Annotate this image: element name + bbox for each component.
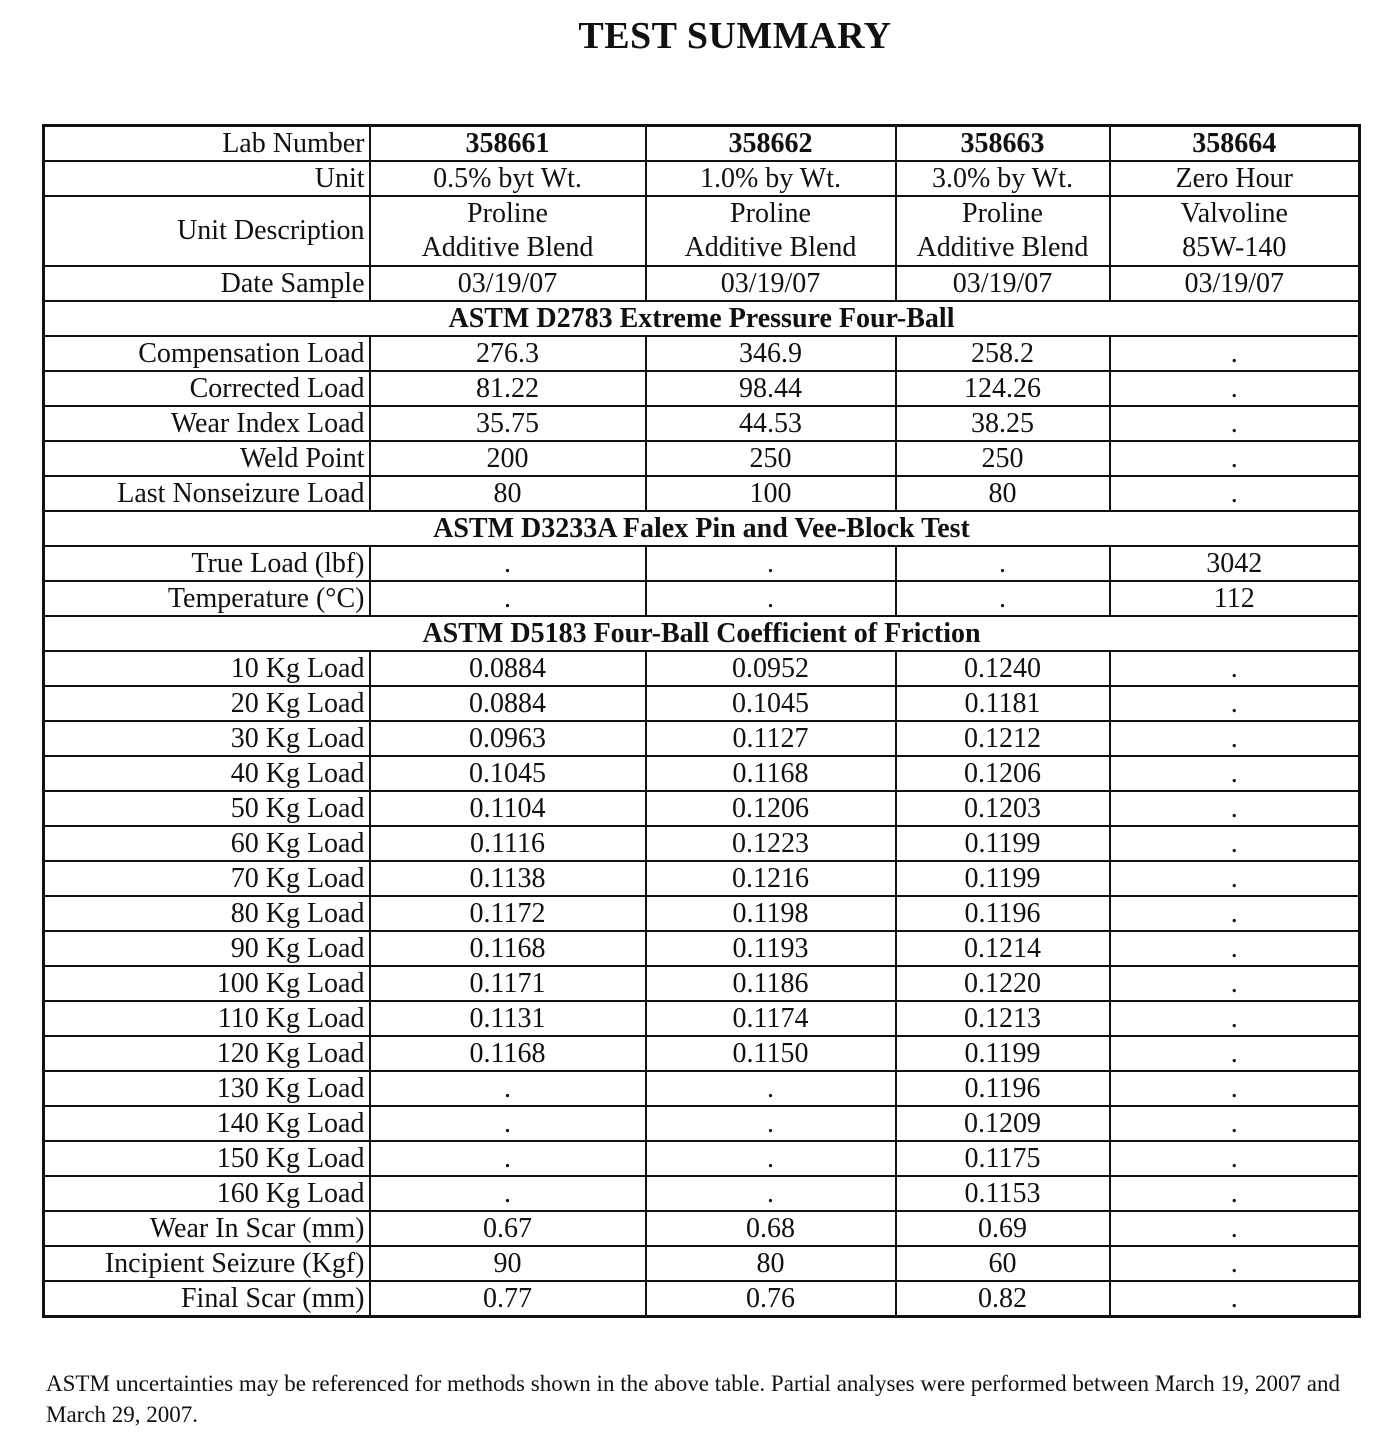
- test-summary-table: [42, 124, 1361, 1318]
- row-label: Lab Number: [44, 126, 370, 162]
- table-row: [44, 1106, 1360, 1141]
- value-cell: 0.1168: [646, 756, 896, 791]
- value-cell: 0.1220: [896, 966, 1110, 1001]
- value-cell: 0.1131: [370, 1001, 646, 1036]
- value-cell: .: [370, 1071, 646, 1106]
- value-cell: 0.68: [646, 1211, 896, 1246]
- value-cell: .: [1110, 931, 1360, 966]
- value-cell: .: [1110, 1141, 1360, 1176]
- row-label: 140 Kg Load: [44, 1106, 370, 1141]
- row-label: 150 Kg Load: [44, 1141, 370, 1176]
- unit-description-row: [44, 196, 1360, 266]
- row-label: Compensation Load: [44, 336, 370, 371]
- value-cell: .: [1110, 651, 1360, 686]
- value-cell: 0.1196: [896, 896, 1110, 931]
- row-label: 50 Kg Load: [44, 791, 370, 826]
- row-label: True Load (lbf): [44, 546, 370, 581]
- value-cell: 0.1223: [646, 826, 896, 861]
- page-title: TEST SUMMARY: [578, 15, 892, 57]
- table-row: [44, 931, 1360, 966]
- row-label: 10 Kg Load: [44, 651, 370, 686]
- value-cell: .: [1110, 1001, 1360, 1036]
- value-cell: .: [1110, 791, 1360, 826]
- row-label: Date Sample: [44, 266, 370, 301]
- value-cell: 124.26: [896, 371, 1110, 406]
- unit-description-cell: [1110, 196, 1360, 266]
- value-cell: .: [370, 546, 646, 581]
- row-label: 30 Kg Load: [44, 721, 370, 756]
- description-line: Additive Blend: [684, 232, 857, 263]
- value-cell: 0.1045: [370, 756, 646, 791]
- table-row: [44, 371, 1360, 406]
- value-cell: 0.1171: [370, 966, 646, 1001]
- table-row: [44, 826, 1360, 861]
- row-label: Unit Description: [44, 196, 370, 266]
- value-cell: .: [1110, 441, 1360, 476]
- row-label: 80 Kg Load: [44, 896, 370, 931]
- table-row: [44, 406, 1360, 441]
- unit-description-cell: [370, 196, 646, 266]
- value-cell: 0.1175: [896, 1141, 1110, 1176]
- value-cell: 0.77: [370, 1281, 646, 1317]
- section-header-row: [44, 616, 1360, 651]
- value-cell: 0.82: [896, 1281, 1110, 1317]
- value-cell: 38.25: [896, 406, 1110, 441]
- row-label: Wear In Scar (mm): [44, 1211, 370, 1246]
- table-row: [44, 896, 1360, 931]
- table-row: [44, 581, 1360, 616]
- value-cell: 0.0963: [370, 721, 646, 756]
- row-label: 110 Kg Load: [44, 1001, 370, 1036]
- date-sample-row: [44, 266, 1360, 301]
- unit-description-cell: [646, 196, 896, 266]
- value-cell: 346.9: [646, 336, 896, 371]
- table-row: [44, 1176, 1360, 1211]
- value-cell: .: [1110, 1176, 1360, 1211]
- unit-description-cell: [896, 196, 1110, 266]
- value-cell: .: [1110, 336, 1360, 371]
- value-cell: 0.1193: [646, 931, 896, 966]
- value-cell: .: [646, 1141, 896, 1176]
- lab-number-cell: 358664: [1110, 126, 1360, 162]
- value-cell: 0.1116: [370, 826, 646, 861]
- unit-cell: 1.0% by Wt.: [646, 161, 896, 196]
- row-label: 70 Kg Load: [44, 861, 370, 896]
- value-cell: .: [370, 1141, 646, 1176]
- value-cell: .: [1110, 1246, 1360, 1281]
- value-cell: 81.22: [370, 371, 646, 406]
- value-cell: 0.0884: [370, 686, 646, 721]
- lab-number-cell: 358662: [646, 126, 896, 162]
- value-cell: .: [646, 1071, 896, 1106]
- description-line: Proline: [467, 198, 548, 229]
- row-label: Weld Point: [44, 441, 370, 476]
- value-cell: .: [370, 1106, 646, 1141]
- value-cell: 0.1172: [370, 896, 646, 931]
- value-cell: 0.1214: [896, 931, 1110, 966]
- value-cell: 0.1240: [896, 651, 1110, 686]
- value-cell: 0.1199: [896, 826, 1110, 861]
- value-cell: .: [1110, 1071, 1360, 1106]
- value-cell: 0.69: [896, 1211, 1110, 1246]
- value-cell: .: [646, 546, 896, 581]
- row-label: 60 Kg Load: [44, 826, 370, 861]
- value-cell: .: [1110, 1106, 1360, 1141]
- table-row: [44, 686, 1360, 721]
- lab-number-cell: 358663: [896, 126, 1110, 162]
- value-cell: .: [1110, 756, 1360, 791]
- value-cell: 0.1198: [646, 896, 896, 931]
- value-cell: 0.1199: [896, 861, 1110, 896]
- description-line: Additive Blend: [421, 232, 594, 263]
- date-cell: 03/19/07: [646, 266, 896, 301]
- value-cell: 90: [370, 1246, 646, 1281]
- value-cell: 250: [646, 441, 896, 476]
- table-row: [44, 1036, 1360, 1071]
- value-cell: .: [896, 581, 1110, 616]
- description-line: Proline: [730, 198, 811, 229]
- lab-number-row: [44, 126, 1360, 162]
- row-label: 100 Kg Load: [44, 966, 370, 1001]
- value-cell: 0.1186: [646, 966, 896, 1001]
- section-title: ASTM D3233A Falex Pin and Vee-Block Test: [44, 511, 1360, 546]
- table-row: [44, 1246, 1360, 1281]
- description-line: 85W-140: [1182, 232, 1287, 263]
- value-cell: .: [646, 1106, 896, 1141]
- value-cell: 0.1181: [896, 686, 1110, 721]
- value-cell: 0.1138: [370, 861, 646, 896]
- value-cell: .: [1110, 721, 1360, 756]
- value-cell: 80: [896, 476, 1110, 511]
- table-row: [44, 441, 1360, 476]
- value-cell: .: [370, 1176, 646, 1211]
- unit-cell: 3.0% by Wt.: [896, 161, 1110, 196]
- row-label: Final Scar (mm): [44, 1281, 370, 1317]
- footnote: ASTM uncertainties may be referenced for methods shown in the above table. Partial analyses were performed between March 19, 2007 and March 29, 2007.: [46, 1371, 1340, 1427]
- value-cell: 0.1196: [896, 1071, 1110, 1106]
- value-cell: .: [1110, 686, 1360, 721]
- value-cell: 35.75: [370, 406, 646, 441]
- value-cell: 258.2: [896, 336, 1110, 371]
- unit-cell: Zero Hour: [1110, 161, 1360, 196]
- section-title: ASTM D5183 Four-Ball Coefficient of Friction: [44, 616, 1360, 651]
- value-cell: .: [1110, 861, 1360, 896]
- section-title: ASTM D2783 Extreme Pressure Four-Ball: [44, 301, 1360, 336]
- section-header-row: [44, 301, 1360, 336]
- row-label: Corrected Load: [44, 371, 370, 406]
- value-cell: .: [1110, 476, 1360, 511]
- table-row: [44, 1211, 1360, 1246]
- table-row: [44, 791, 1360, 826]
- value-cell: .: [646, 1176, 896, 1211]
- table-row: [44, 966, 1360, 1001]
- value-cell: 0.1206: [896, 756, 1110, 791]
- value-cell: .: [646, 581, 896, 616]
- value-cell: 60: [896, 1246, 1110, 1281]
- section-header-row: [44, 511, 1360, 546]
- table-row: [44, 546, 1360, 581]
- value-cell: 0.1153: [896, 1176, 1110, 1211]
- value-cell: 0.1127: [646, 721, 896, 756]
- value-cell: .: [1110, 371, 1360, 406]
- value-cell: .: [1110, 896, 1360, 931]
- value-cell: 100: [646, 476, 896, 511]
- row-label: Incipient Seizure (Kgf): [44, 1246, 370, 1281]
- value-cell: 80: [370, 476, 646, 511]
- row-label: 40 Kg Load: [44, 756, 370, 791]
- value-cell: 276.3: [370, 336, 646, 371]
- value-cell: 200: [370, 441, 646, 476]
- table-row: [44, 756, 1360, 791]
- value-cell: 0.1104: [370, 791, 646, 826]
- table-row: [44, 651, 1360, 686]
- value-cell: 3042: [1110, 546, 1360, 581]
- row-label: 120 Kg Load: [44, 1036, 370, 1071]
- row-label: Temperature (°C): [44, 581, 370, 616]
- value-cell: 250: [896, 441, 1110, 476]
- value-cell: 0.0884: [370, 651, 646, 686]
- value-cell: 0.0952: [646, 651, 896, 686]
- value-cell: 0.1212: [896, 721, 1110, 756]
- value-cell: .: [370, 581, 646, 616]
- value-cell: 0.1174: [646, 1001, 896, 1036]
- value-cell: .: [1110, 966, 1360, 1001]
- row-label: 20 Kg Load: [44, 686, 370, 721]
- row-label: 130 Kg Load: [44, 1071, 370, 1106]
- table-row: [44, 861, 1360, 896]
- value-cell: 0.1199: [896, 1036, 1110, 1071]
- row-label: Wear Index Load: [44, 406, 370, 441]
- table-row: [44, 1141, 1360, 1176]
- lab-number-cell: 358661: [370, 126, 646, 162]
- date-cell: 03/19/07: [1110, 266, 1360, 301]
- unit-row: [44, 161, 1360, 196]
- value-cell: 0.1150: [646, 1036, 896, 1071]
- description-line: Additive Blend: [916, 232, 1089, 263]
- value-cell: 0.67: [370, 1211, 646, 1246]
- date-cell: 03/19/07: [370, 266, 646, 301]
- table-row: [44, 1001, 1360, 1036]
- value-cell: .: [1110, 826, 1360, 861]
- row-label: Last Nonseizure Load: [44, 476, 370, 511]
- unit-cell: 0.5% byt Wt.: [370, 161, 646, 196]
- value-cell: 44.53: [646, 406, 896, 441]
- value-cell: 98.44: [646, 371, 896, 406]
- description-line: Valvoline: [1180, 198, 1288, 229]
- description-line: Proline: [962, 198, 1043, 229]
- value-cell: 80: [646, 1246, 896, 1281]
- value-cell: .: [1110, 1281, 1360, 1317]
- table-row: [44, 1071, 1360, 1106]
- value-cell: 0.1045: [646, 686, 896, 721]
- value-cell: .: [1110, 1036, 1360, 1071]
- date-cell: 03/19/07: [896, 266, 1110, 301]
- value-cell: .: [1110, 1211, 1360, 1246]
- value-cell: 0.1216: [646, 861, 896, 896]
- value-cell: 0.1206: [646, 791, 896, 826]
- value-cell: 0.1168: [370, 1036, 646, 1071]
- row-label: Unit: [44, 161, 370, 196]
- value-cell: .: [896, 546, 1110, 581]
- row-label: 90 Kg Load: [44, 931, 370, 966]
- value-cell: 0.1203: [896, 791, 1110, 826]
- value-cell: 0.76: [646, 1281, 896, 1317]
- table-row: [44, 476, 1360, 511]
- value-cell: 0.1168: [370, 931, 646, 966]
- table-row: [44, 1281, 1360, 1317]
- row-label: 160 Kg Load: [44, 1176, 370, 1211]
- table-row: [44, 336, 1360, 371]
- value-cell: 112: [1110, 581, 1360, 616]
- table-row: [44, 721, 1360, 756]
- value-cell: 0.1209: [896, 1106, 1110, 1141]
- value-cell: 0.1213: [896, 1001, 1110, 1036]
- table-body: [44, 126, 1360, 1317]
- value-cell: .: [1110, 406, 1360, 441]
